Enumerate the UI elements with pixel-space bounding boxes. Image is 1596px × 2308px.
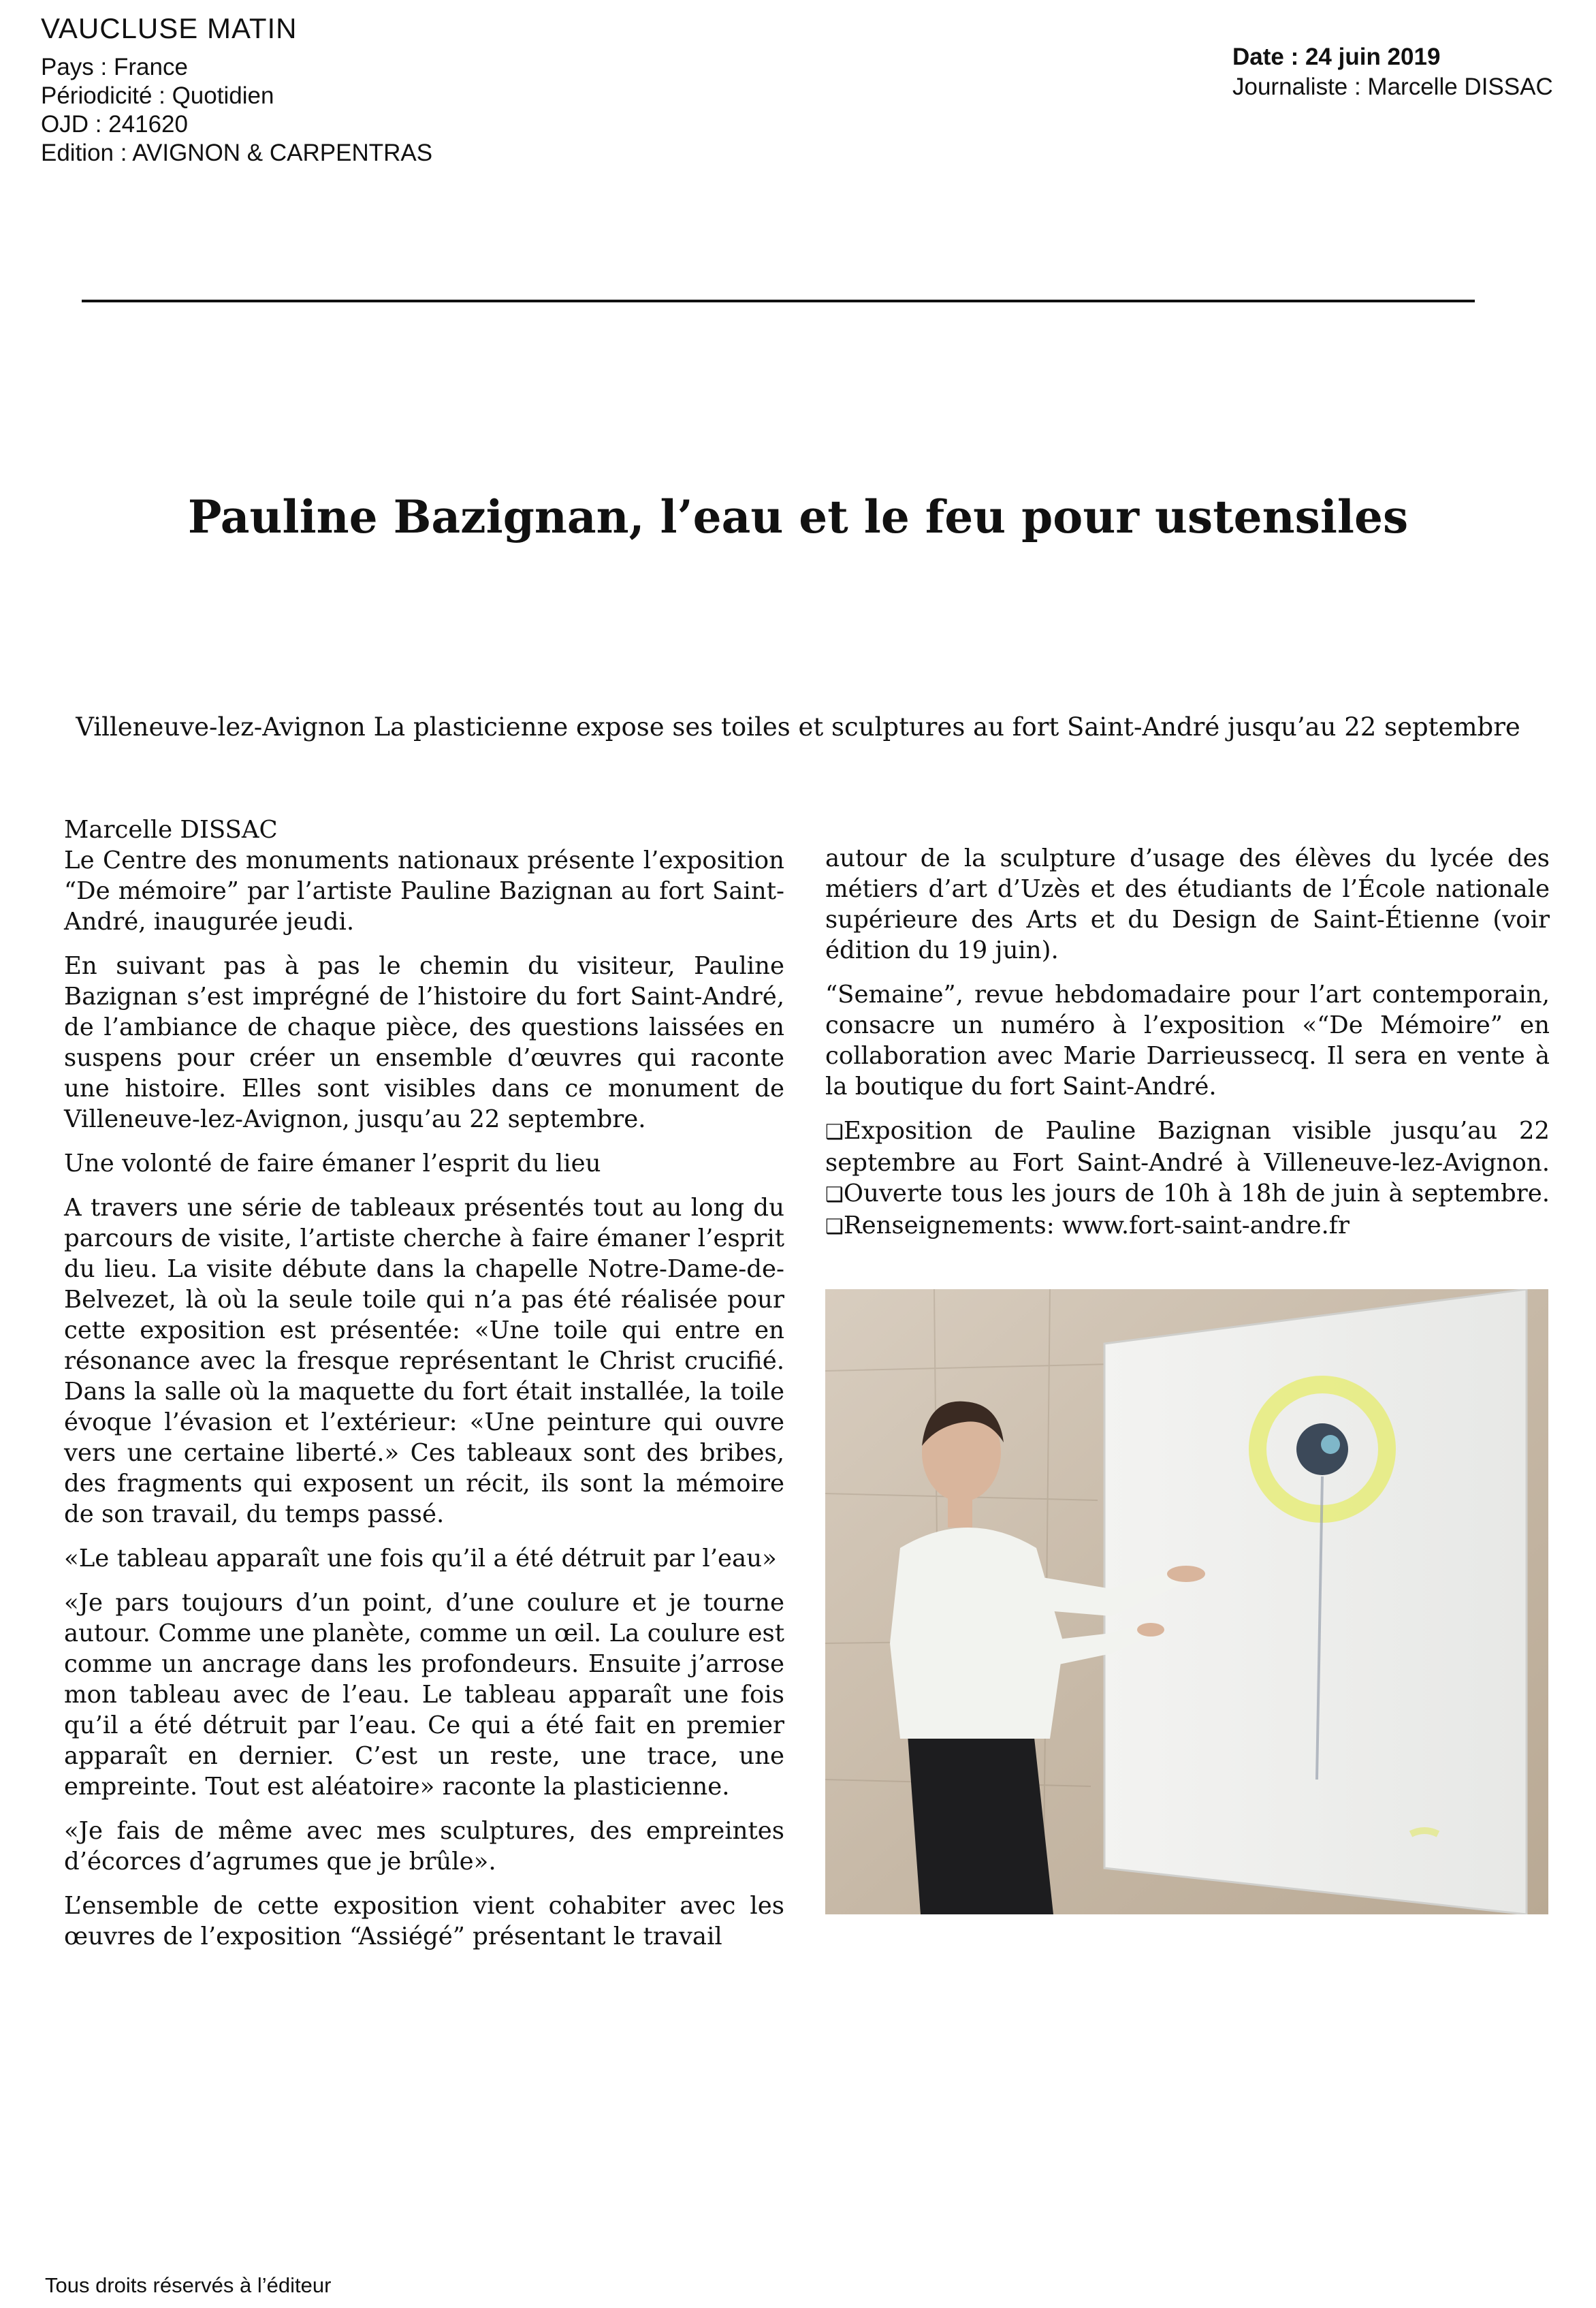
- info-opening-hours: Ouverte tous les jours de 10h à 18h de juin à septembre.: [843, 1180, 1550, 1207]
- article-subheadline: Villeneuve-lez-Avignon La plasticienne expose ses toiles et sculptures au fort Saint-André jusqu’au 22 septembre: [76, 712, 1520, 742]
- paragraph: A travers une série de tableaux présentés tout au long du parcours de visite, l’artiste cherche à faire émaner l’esprit du lieu. La visite débute dans la chapelle Notre-Dame-de-Belvezet, là où la seule toile qui n’a pas été réalisée pour cette exposition est présentée: «Une toile qui entre en résonance avec la fresque représentant le Christ crucifié. Dans la salle où la maquette du fort était installée, la toile évoque l’évasion et l’extérieur: «Une peinture qui ouvre vers une certaine liberté.» Ces tableaux sont des bribes, des fragments qui exposent un récit, ils sont la mémoire de son travail, du temps passé.: [64, 1194, 784, 1528]
- info-paragraph: [825, 1116, 1550, 1242]
- article-date: Date : 24 juin 2019: [1232, 44, 1441, 70]
- info-exhibition: Exposition de Pauline Bazignan visible jusqu’au 22 septembre au Fort Saint-André à Villeneuve-lez-Avignon.: [825, 1117, 1550, 1177]
- article-headline: Pauline Bazignan, l’eau et le feu pour ustensiles: [187, 490, 1409, 543]
- paragraph: “Semaine”, revue hebdomadaire pour l’art contemporain, consacre un numéro à l’exposition «“De Mémoire” en collaboration avec Marie Darrieussecq. Il sera en vente à la boutique du fort Saint-André.: [825, 981, 1550, 1101]
- intertitle: Une volonté de faire émaner l’esprit du lieu: [64, 1150, 601, 1177]
- publication-name: VAUCLUSE MATIN: [41, 12, 298, 44]
- paragraph: «Je pars toujours d’un point, d’une coulure et je tourne autour. Comme une planète, comme un œil. La coulure est comme un ancrage dans les profondeurs. Ensuite j’arrose mon tableau avec de l’eau. Le tableau apparaît une fois qu’il a été détruit par l’eau. Ce qui a été fait en premier apparaît en dernier. C’est un reste, une trace, une empreinte. Tout est aléatoire» raconte la plasticienne.: [64, 1589, 784, 1801]
- date-block: [1232, 42, 1553, 102]
- paragraph: Le Centre des monuments nationaux présente l’exposition “De mémoire” par l’artiste Pauline Bazignan au fort Saint-André, inaugurée jeudi.: [64, 847, 784, 936]
- meta-edition: Edition : AVIGNON & CARPENTRAS: [41, 140, 433, 166]
- checkbox-bullet-icon: ❑: [825, 1215, 844, 1239]
- article-photo: [825, 1289, 1548, 1914]
- article-column-right: [825, 843, 1550, 1256]
- publication-meta: [41, 53, 432, 168]
- meta-country: Pays : France: [41, 54, 188, 80]
- footer-copyright: Tous droits réservés à l’éditeur: [45, 2273, 332, 2297]
- checkbox-bullet-icon: ❑: [825, 1183, 844, 1207]
- article-column-left: [64, 815, 784, 1965]
- paragraph: L’ensemble de cette exposition vient cohabiter avec les œuvres de l’exposition “Assiégé” présentant le travail: [64, 1892, 784, 1950]
- meta-ojd: OJD : 241620: [41, 111, 188, 138]
- paragraph: «Je fais de même avec mes sculptures, des empreintes d’écorces d’agrumes que je brûle».: [64, 1817, 784, 1876]
- article-author: Marcelle DISSAC: [64, 816, 278, 844]
- paragraph: autour de la sculpture d’usage des élèves du lycée des métiers d’art d’Uzès et des étudiants de l’École nationale supérieure des Arts et du Design de Saint-Étienne (voir édition du 19 juin).: [825, 844, 1550, 964]
- intertitle: «Le tableau apparaît une fois qu’il a été détruit par l’eau»: [64, 1545, 777, 1572]
- painted-blue-spot: [1321, 1435, 1340, 1454]
- photo-artist-with-canvas: [825, 1289, 1548, 1914]
- journalist-line: Journaliste : Marcelle DISSAC: [1232, 74, 1553, 100]
- meta-periodicity: Périodicité : Quotidien: [41, 82, 274, 109]
- header-divider: [82, 300, 1475, 302]
- checkbox-bullet-icon: ❑: [825, 1120, 844, 1144]
- paragraph: En suivant pas à pas le chemin du visiteur, Pauline Bazignan s’est imprégné de l’histoire du fort Saint-André, de l’ambiance de chaque pièce, des questions laissées en suspens pour créer un ensemble d’œuvres qui raconte une histoire. Elles sont visibles dans ce monument de Villeneuve-lez-Avignon, jusqu’au 22 septembre.: [64, 952, 784, 1133]
- info-contact: Renseignements: www.fort-saint-andre.fr: [843, 1212, 1350, 1239]
